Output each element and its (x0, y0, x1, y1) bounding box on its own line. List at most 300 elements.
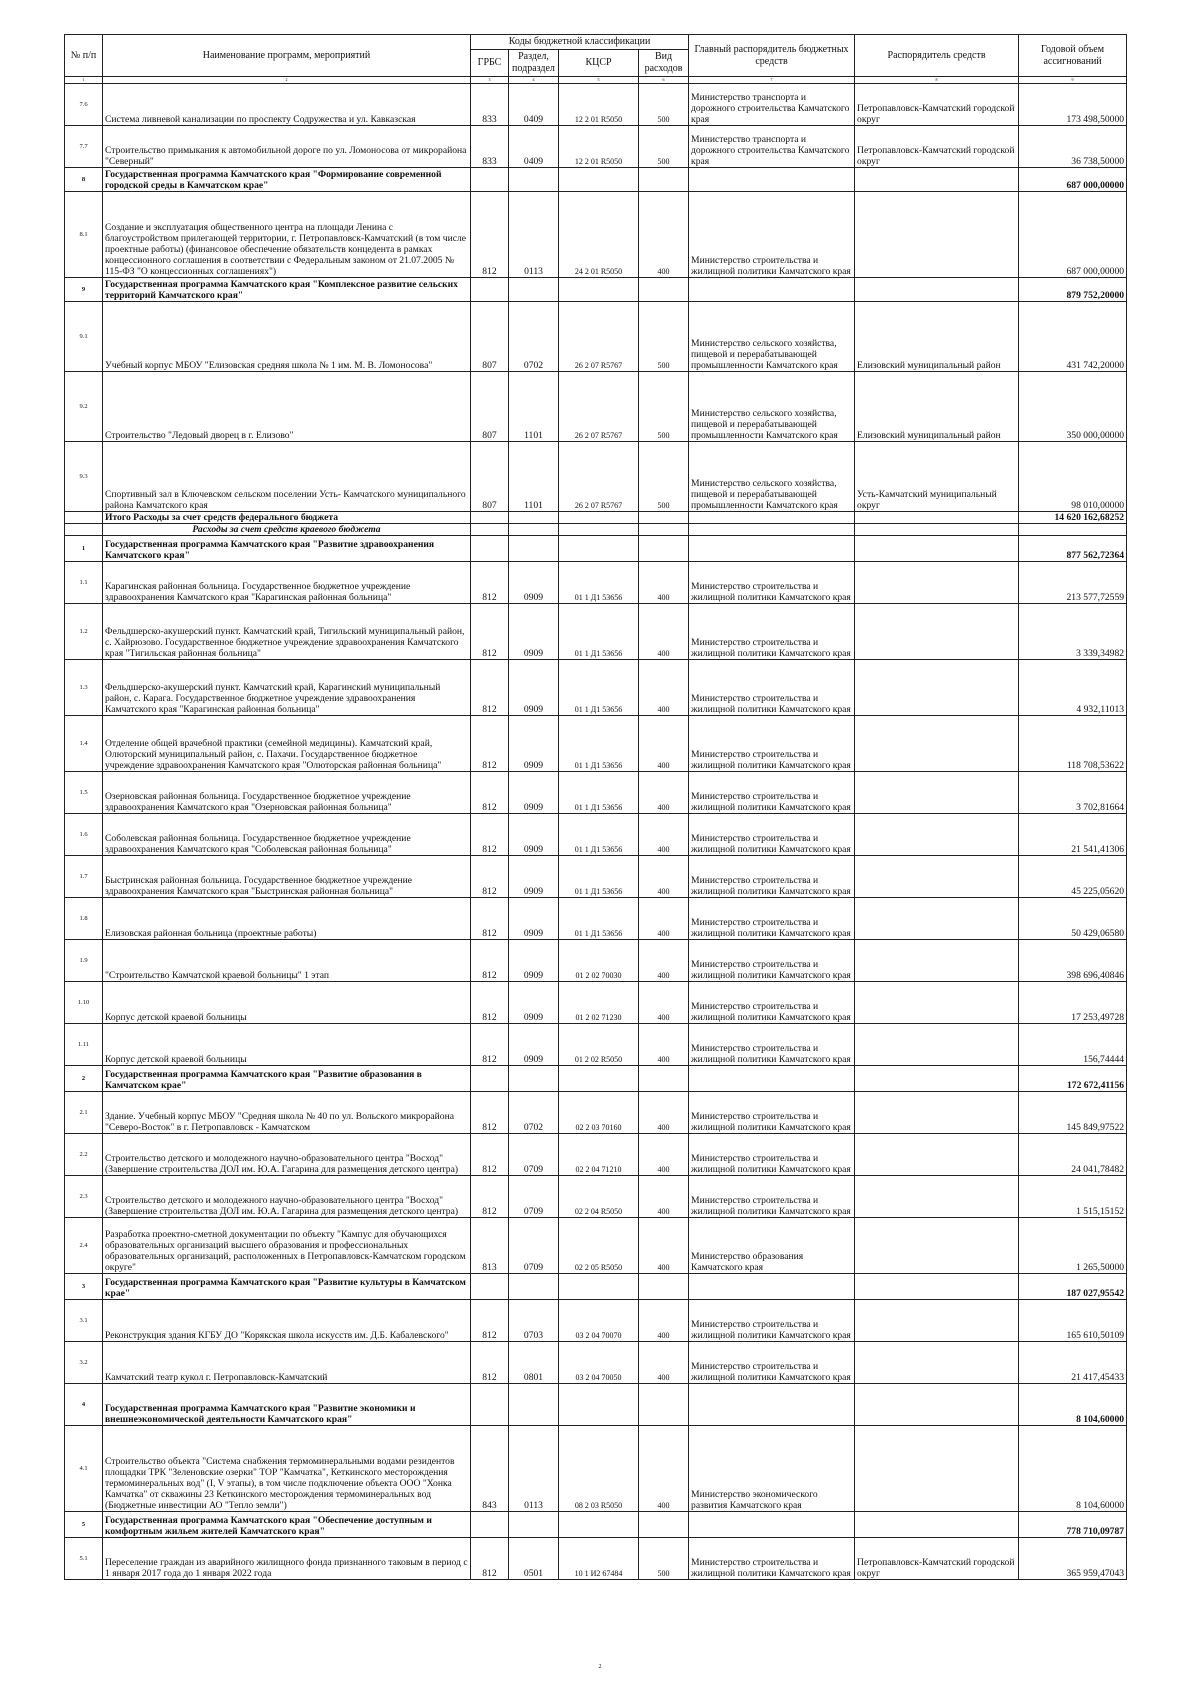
program-name: Переселение граждан из аварийного жилищного фонда признанного таковым в период с 1 января 2017 года до 1 января 2022 года (103, 1538, 471, 1580)
kcsr-code: 01 1 Д1 53656 (559, 562, 639, 604)
main-distributor (689, 1274, 855, 1300)
program-total-row (65, 512, 1127, 524)
kcsr-code: 01 2 02 71230 (559, 982, 639, 1024)
program-name: Система ливневой канализации по проспекту Содружества и ул. Кавказская (103, 84, 471, 126)
annual-volume: 21 541,41306 (1019, 814, 1127, 856)
distributor (855, 1092, 1019, 1134)
program-name: Государственная программа Камчатского края "Обеспечение доступным и комфортным жильем жителей Камчатского края" (103, 1512, 471, 1538)
row-number: 1.7 (65, 856, 103, 898)
header-glavny: Главный распорядитель бюджетных средств (689, 35, 855, 77)
colnum: 9 (1019, 77, 1127, 84)
program-name: Разработка проектно-сметной документации по объекту "Кампус для обучающихся образовательных организаций высшего образования и профессиональных образовательных организаций, расположенных в Петропавловск-Камчатском городском округе" (103, 1218, 471, 1274)
main-distributor: Министерство строительства и жилищной политики Камчатского края (689, 1342, 855, 1384)
program-name: Государственная программа Камчатского края "Формирование современной городской среды в Камчатском крае" (103, 168, 471, 192)
vid-code: 400 (639, 814, 689, 856)
kcsr-code: 08 2 03 R5050 (559, 1426, 639, 1512)
column-numbers-row (65, 77, 1127, 84)
grbs-code: 812 (471, 814, 509, 856)
table-row (65, 1218, 1127, 1274)
table-row (65, 772, 1127, 814)
razdel-code (509, 168, 559, 192)
distributor: Усть-Камчатский муниципальный округ (855, 442, 1019, 512)
kcsr-code (559, 168, 639, 192)
row-number: 3 (65, 1274, 103, 1300)
distributor (855, 1024, 1019, 1066)
razdel-code (509, 1512, 559, 1538)
page-number: 2 (598, 1664, 602, 1670)
razdel-code: 0909 (509, 660, 559, 716)
row-number: 8.1 (65, 192, 103, 278)
distributor (855, 168, 1019, 192)
row-number: 1.5 (65, 772, 103, 814)
grbs-code: 812 (471, 1342, 509, 1384)
colnum: 2 (103, 77, 471, 84)
vid-code (639, 1384, 689, 1426)
kcsr-code: 02 2 04 R5050 (559, 1176, 639, 1218)
program-name: Карагинская районная больница. Государственное бюджетное учреждение здравоохранения Камчатского края "Карагинская районная больница" (103, 562, 471, 604)
razdel-code (509, 1066, 559, 1092)
row-number: 1.10 (65, 982, 103, 1024)
razdel-code: 0501 (509, 1538, 559, 1580)
row-number: 1.4 (65, 716, 103, 772)
kcsr-code: 01 1 Д1 53656 (559, 814, 639, 856)
table-row (65, 604, 1127, 660)
table-row (65, 1300, 1127, 1342)
annual-volume: 50 429,06580 (1019, 898, 1127, 940)
main-distributor: Министерство строительства и жилищной политики Камчатского края (689, 1300, 855, 1342)
program-name: Фельдшерско-акушерский пункт. Камчатский край, Тигильский муниципальный район, с. Хайрюзово. Государственное бюджетное учреждение здравоохранения Камчатского края "Тигильская районная больница" (103, 604, 471, 660)
program-name: Корпус детской краевой больницы (103, 982, 471, 1024)
program-name: Спортивный зал в Ключевском сельском поселении Усть- Камчатского муниципального района Камчатского края (103, 442, 471, 512)
distributor (855, 1300, 1019, 1342)
row-number: 1 (65, 536, 103, 562)
vid-code: 400 (639, 1092, 689, 1134)
razdel-code: 0909 (509, 604, 559, 660)
kcsr-code: 01 1 Д1 53656 (559, 604, 639, 660)
colnum: 3 (471, 77, 509, 84)
table-row (65, 1134, 1127, 1176)
kcsr-code (559, 536, 639, 562)
vid-code (639, 1066, 689, 1092)
table-row (65, 1538, 1127, 1580)
colnum: 7 (689, 77, 855, 84)
main-distributor: Министерство строительства и жилищной политики Камчатского края (689, 1134, 855, 1176)
annual-volume: 365 959,47043 (1019, 1538, 1127, 1580)
grbs-code: 812 (471, 940, 509, 982)
main-distributor: Министерство строительства и жилищной политики Камчатского края (689, 716, 855, 772)
razdel-code: 0909 (509, 772, 559, 814)
table-row (65, 126, 1127, 168)
annual-volume: 877 562,72364 (1019, 536, 1127, 562)
vid-code: 500 (639, 302, 689, 372)
grbs-code: 812 (471, 898, 509, 940)
row-number: 2 (65, 1066, 103, 1092)
main-distributor: Министерство строительства и жилищной политики Камчатского края (689, 772, 855, 814)
main-distributor: Министерство строительства и жилищной политики Камчатского края (689, 940, 855, 982)
distributor (855, 1066, 1019, 1092)
program-total-row (65, 1384, 1127, 1426)
distributor (855, 1384, 1019, 1426)
main-distributor (689, 1384, 855, 1426)
main-distributor: Министерство строительства и жилищной политики Камчатского края (689, 1538, 855, 1580)
annual-volume: 187 027,95542 (1019, 1274, 1127, 1300)
main-distributor: Министерство экономического развития Камчатского края (689, 1426, 855, 1512)
program-name: Учебный корпус МБОУ "Елизовская средняя школа № 1 им. М. В. Ломоносова" (103, 302, 471, 372)
grbs-code: 812 (471, 562, 509, 604)
razdel-code: 0113 (509, 1426, 559, 1512)
distributor (855, 716, 1019, 772)
main-distributor: Министерство строительства и жилищной политики Камчатского края (689, 604, 855, 660)
kcsr-code (559, 1066, 639, 1092)
grbs-code: 807 (471, 302, 509, 372)
kcsr-code: 03 2 04 70070 (559, 1300, 639, 1342)
row-number: 5.1 (65, 1538, 103, 1580)
kcsr-code: 02 2 05 R5050 (559, 1218, 639, 1274)
vid-code (639, 536, 689, 562)
distributor (855, 940, 1019, 982)
vid-code: 400 (639, 562, 689, 604)
row-number: 2.3 (65, 1176, 103, 1218)
vid-code: 400 (639, 1426, 689, 1512)
row-number: 2.1 (65, 1092, 103, 1134)
kcsr-code (559, 1512, 639, 1538)
main-distributor: Министерство строительства и жилищной политики Камчатского края (689, 982, 855, 1024)
vid-code: 500 (639, 84, 689, 126)
razdel-code (509, 536, 559, 562)
main-distributor: Министерство строительства и жилищной политики Камчатского края (689, 856, 855, 898)
razdel-code: 0909 (509, 562, 559, 604)
colnum: 5 (559, 77, 639, 84)
program-name: Корпус детской краевой больницы (103, 1024, 471, 1066)
program-name: Государственная программа Камчатского края "Развитие экономики и внешнеэкономической деятельности Камчатского края" (103, 1384, 471, 1426)
table-row (65, 940, 1127, 982)
distributor: Петропавловск-Камчатский городской округ (855, 126, 1019, 168)
annual-volume: 17 253,49728 (1019, 982, 1127, 1024)
razdel-code: 0113 (509, 192, 559, 278)
main-distributor: Министерство строительства и жилищной политики Камчатского края (689, 1092, 855, 1134)
row-number: 9 (65, 278, 103, 302)
grbs-code (471, 524, 509, 536)
vid-code: 400 (639, 1134, 689, 1176)
kcsr-code: 02 2 04 71210 (559, 1134, 639, 1176)
main-distributor: Министерство строительства и жилищной политики Камчатского края (689, 1024, 855, 1066)
vid-code: 400 (639, 1342, 689, 1384)
table-row (65, 442, 1127, 512)
distributor: Петропавловск-Камчатский городской округ (855, 1538, 1019, 1580)
vid-code (639, 168, 689, 192)
annual-volume: 172 672,41156 (1019, 1066, 1127, 1092)
row-number: 1.2 (65, 604, 103, 660)
annual-volume: 213 577,72559 (1019, 562, 1127, 604)
distributor: Елизовский муниципальный район (855, 372, 1019, 442)
program-total-row (65, 168, 1127, 192)
kcsr-code: 01 1 Д1 53656 (559, 772, 639, 814)
razdel-code: 1101 (509, 372, 559, 442)
table-row (65, 856, 1127, 898)
row-number: 4.1 (65, 1426, 103, 1512)
main-distributor: Министерство строительства и жилищной политики Камчатского края (689, 562, 855, 604)
annual-volume: 36 738,50000 (1019, 126, 1127, 168)
main-distributor: Министерство транспорта и дорожного строительства Камчатского края (689, 84, 855, 126)
razdel-code: 0909 (509, 982, 559, 1024)
program-total-row (65, 278, 1127, 302)
table-row (65, 372, 1127, 442)
vid-code (639, 1512, 689, 1538)
kcsr-code (559, 278, 639, 302)
grbs-code (471, 1512, 509, 1538)
row-number (65, 512, 103, 524)
vid-code (639, 278, 689, 302)
row-number: 5 (65, 1512, 103, 1538)
vid-code: 400 (639, 660, 689, 716)
annual-volume: 4 932,11013 (1019, 660, 1127, 716)
razdel-code: 0909 (509, 940, 559, 982)
razdel-code: 0709 (509, 1176, 559, 1218)
program-name: Озерновская районная больница. Государственное бюджетное учреждение здравоохранения Камчатского края "Озерновская районная больница" (103, 772, 471, 814)
vid-code (639, 512, 689, 524)
kcsr-code (559, 512, 639, 524)
section-heading-row (65, 524, 1127, 536)
grbs-code: 812 (471, 856, 509, 898)
table-row (65, 898, 1127, 940)
grbs-code: 812 (471, 1092, 509, 1134)
grbs-code: 807 (471, 372, 509, 442)
kcsr-code: 03 2 04 70050 (559, 1342, 639, 1384)
kcsr-code: 01 1 Д1 53656 (559, 660, 639, 716)
annual-volume (1019, 524, 1127, 536)
distributor (855, 1134, 1019, 1176)
table-header (65, 35, 1127, 84)
program-name: Реконструкция здания КГБУ ДО "Корякская школа искусств им. Д.Б. Кабалевского" (103, 1300, 471, 1342)
grbs-code: 812 (471, 1538, 509, 1580)
main-distributor: Министерство строительства и жилищной политики Камчатского края (689, 192, 855, 278)
main-distributor (689, 1512, 855, 1538)
grbs-code: 812 (471, 660, 509, 716)
program-name: "Строительство Камчатской краевой больницы" 1 этап (103, 940, 471, 982)
annual-volume: 156,74444 (1019, 1024, 1127, 1066)
razdel-code: 1101 (509, 442, 559, 512)
program-total-row (65, 536, 1127, 562)
kcsr-code: 01 2 02 70030 (559, 940, 639, 982)
grbs-code: 812 (471, 604, 509, 660)
table-row (65, 1342, 1127, 1384)
vid-code: 400 (639, 856, 689, 898)
kcsr-code: 01 1 Д1 53656 (559, 716, 639, 772)
colnum: 8 (855, 77, 1019, 84)
main-distributor: Министерство транспорта и дорожного строительства Камчатского края (689, 126, 855, 168)
razdel-code: 0801 (509, 1342, 559, 1384)
program-name: Отделение общей врачебной практики (семейной медицины). Камчатский край, Олюторский муниципальный район, с. Пахачи. Государственное бюджетное учреждение здравоохранения Камчатского края "Олюторская районная больница" (103, 716, 471, 772)
program-name: Итого Расходы за счет средств федерального бюджета (103, 512, 471, 524)
table-row (65, 1092, 1127, 1134)
grbs-code (471, 1066, 509, 1092)
annual-volume: 8 104,60000 (1019, 1426, 1127, 1512)
kcsr-code: 26 2 07 R5767 (559, 372, 639, 442)
vid-code (639, 524, 689, 536)
grbs-code: 833 (471, 84, 509, 126)
row-number: 1.11 (65, 1024, 103, 1066)
grbs-code (471, 1384, 509, 1426)
program-name: Расходы за счет средств краевого бюджета (103, 524, 471, 536)
annual-volume: 879 752,20000 (1019, 278, 1127, 302)
main-distributor (689, 1066, 855, 1092)
distributor (855, 1512, 1019, 1538)
distributor (855, 278, 1019, 302)
vid-code (639, 1274, 689, 1300)
main-distributor (689, 524, 855, 536)
razdel-code (509, 524, 559, 536)
header-grbs: ГРБС (471, 50, 509, 77)
distributor (855, 856, 1019, 898)
kcsr-code (559, 1384, 639, 1426)
razdel-code: 0909 (509, 1024, 559, 1066)
grbs-code: 812 (471, 716, 509, 772)
header-codes: Коды бюджетной классификации (471, 35, 689, 50)
main-distributor (689, 278, 855, 302)
annual-volume: 24 041,78482 (1019, 1134, 1127, 1176)
razdel-code: 0709 (509, 1218, 559, 1274)
kcsr-code: 02 2 03 70160 (559, 1092, 639, 1134)
kcsr-code: 26 2 07 R5767 (559, 442, 639, 512)
annual-volume: 14 620 162,68252 (1019, 512, 1127, 524)
kcsr-code: 26 2 07 R5767 (559, 302, 639, 372)
grbs-code: 812 (471, 192, 509, 278)
annual-volume: 687 000,00000 (1019, 192, 1127, 278)
vid-code: 400 (639, 982, 689, 1024)
row-number: 9.2 (65, 372, 103, 442)
program-total-row (65, 1066, 1127, 1092)
kcsr-code: 12 2 01 R5050 (559, 84, 639, 126)
row-number: 2.4 (65, 1218, 103, 1274)
grbs-code: 833 (471, 126, 509, 168)
table-row (65, 982, 1127, 1024)
program-name: Елизовская районная больница (проектные работы) (103, 898, 471, 940)
razdel-code: 0703 (509, 1300, 559, 1342)
grbs-code: 812 (471, 1134, 509, 1176)
colnum: 6 (639, 77, 689, 84)
budget-table (64, 34, 1127, 1580)
razdel-code: 0709 (509, 1134, 559, 1176)
vid-code: 400 (639, 1218, 689, 1274)
annual-volume: 431 742,20000 (1019, 302, 1127, 372)
distributor (855, 898, 1019, 940)
header-rasp: Распорядитель средств (855, 35, 1019, 77)
grbs-code: 812 (471, 1300, 509, 1342)
row-number: 3.2 (65, 1342, 103, 1384)
distributor (855, 660, 1019, 716)
vid-code: 500 (639, 1538, 689, 1580)
main-distributor: Министерство сельского хозяйства, пищевой и перерабатывающей промышленности Камчатского края (689, 372, 855, 442)
row-number: 7.6 (65, 84, 103, 126)
header-razdel: Раздел, подраздел (509, 50, 559, 77)
razdel-code (509, 1384, 559, 1426)
row-number: 9.3 (65, 442, 103, 512)
program-name: Строительство детского и молодежного научно-образовательного центра "Восход" (Завершение строительства ДОЛ им. Ю.А. Гагарина для размещения детского центра) (103, 1134, 471, 1176)
razdel-code: 0909 (509, 814, 559, 856)
table-row (65, 562, 1127, 604)
program-name: Государственная программа Камчатского края "Развитие образования в Камчатском крае" (103, 1066, 471, 1092)
program-name: Быстринская районная больница. Государственное бюджетное учреждение здравоохранения Камчатского края "Быстринская районная больница" (103, 856, 471, 898)
distributor: Петропавловск-Камчатский городской округ (855, 84, 1019, 126)
vid-code: 400 (639, 1176, 689, 1218)
vid-code: 400 (639, 940, 689, 982)
vid-code: 400 (639, 898, 689, 940)
row-number: 1.1 (65, 562, 103, 604)
kcsr-code: 10 1 И2 67484 (559, 1538, 639, 1580)
main-distributor: Министерство сельского хозяйства, пищевой и перерабатывающей промышленности Камчатского края (689, 302, 855, 372)
table-row (65, 1176, 1127, 1218)
vid-code: 400 (639, 192, 689, 278)
main-distributor (689, 168, 855, 192)
row-number: 4 (65, 1384, 103, 1426)
kcsr-code: 01 2 02 R5050 (559, 1024, 639, 1066)
distributor (855, 192, 1019, 278)
table-row (65, 84, 1127, 126)
razdel-code: 0702 (509, 1092, 559, 1134)
main-distributor: Министерство сельского хозяйства, пищевой и перерабатывающей промышленности Камчатского края (689, 442, 855, 512)
annual-volume: 3 702,81664 (1019, 772, 1127, 814)
grbs-code: 813 (471, 1218, 509, 1274)
annual-volume: 8 104,60000 (1019, 1384, 1127, 1426)
grbs-code: 812 (471, 1176, 509, 1218)
row-number: 1.8 (65, 898, 103, 940)
header-no: № п/п (65, 35, 103, 77)
header-kcsr: КЦСР (559, 50, 639, 77)
program-name: Государственная программа Камчатского края "Комплексное развитие сельских территорий Камчатского края" (103, 278, 471, 302)
row-number (65, 524, 103, 536)
program-total-row (65, 1274, 1127, 1300)
kcsr-code: 01 1 Д1 53656 (559, 856, 639, 898)
distributor (855, 1176, 1019, 1218)
main-distributor: Министерство строительства и жилищной политики Камчатского края (689, 660, 855, 716)
table-body (65, 84, 1127, 1580)
vid-code: 400 (639, 1024, 689, 1066)
colnum: 4 (509, 77, 559, 84)
colnum: 1 (65, 77, 103, 84)
distributor (855, 604, 1019, 660)
row-number: 3.1 (65, 1300, 103, 1342)
program-name: Строительство примыкания к автомобильной дороге по ул. Ломоносова от микрорайона "Северный" (103, 126, 471, 168)
header-volume: Годовой объем ассигнований (1019, 35, 1127, 77)
annual-volume: 21 417,45433 (1019, 1342, 1127, 1384)
annual-volume: 45 225,05620 (1019, 856, 1127, 898)
annual-volume: 350 000,00000 (1019, 372, 1127, 442)
grbs-code (471, 512, 509, 524)
annual-volume: 98 010,00000 (1019, 442, 1127, 512)
header-name: Наименование программ, мероприятий (103, 35, 471, 77)
main-distributor: Министерство строительства и жилищной политики Камчатского края (689, 814, 855, 856)
annual-volume: 687 000,00000 (1019, 168, 1127, 192)
grbs-code: 807 (471, 442, 509, 512)
annual-volume: 1 265,50000 (1019, 1218, 1127, 1274)
kcsr-code: 12 2 01 R5050 (559, 126, 639, 168)
vid-code: 400 (639, 772, 689, 814)
table-row (65, 1024, 1127, 1066)
annual-volume: 3 339,34982 (1019, 604, 1127, 660)
vid-code: 400 (639, 604, 689, 660)
vid-code: 400 (639, 716, 689, 772)
distributor (855, 772, 1019, 814)
grbs-code: 812 (471, 982, 509, 1024)
razdel-code: 0409 (509, 84, 559, 126)
grbs-code (471, 278, 509, 302)
program-name: Строительство детского и молодежного научно-образовательного центра "Восход" (Завершение строительства ДОЛ им. Ю.А. Гагарина для размещения детского центра) (103, 1176, 471, 1218)
table-row (65, 716, 1127, 772)
program-name: Строительство объекта "Система снабжения термоминеральными водами резидентов площадки ТРК "Зеленовские озерки" ТОР "Камчатка", Кеткинского месторождения термоминеральных вод" (I, V этапы), в том числе подключение объекта ООО "Хонка Камчатка" от скважины 23 Кеткинского месторождения термоминеральных вод (Бюджетные инвестиции АО "Тепло земли") (103, 1426, 471, 1512)
razdel-code: 0909 (509, 898, 559, 940)
kcsr-code: 24 2 01 R5050 (559, 192, 639, 278)
header-vid: Вид расходов (639, 50, 689, 77)
